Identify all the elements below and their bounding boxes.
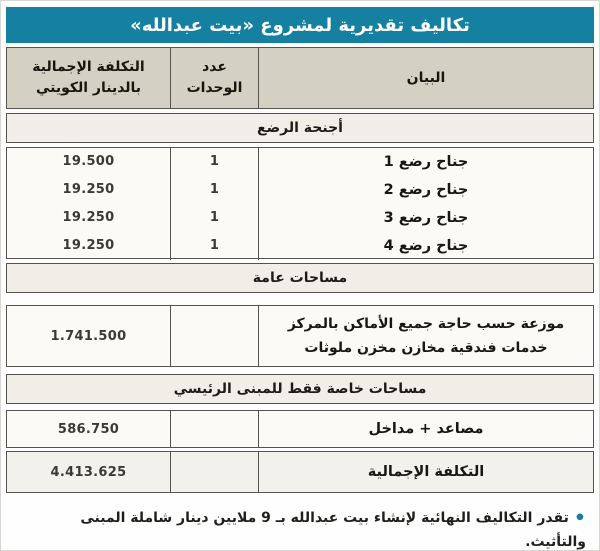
footnote [6,499,594,551]
elevators-units-empty [171,411,259,447]
elevators-entrances-row [6,410,594,448]
section-header-main-building [6,374,594,404]
cost-value: 586.750 [57,421,120,437]
header-description-label: البيان [406,69,446,86]
header-cell-description [259,48,593,108]
header-units-label-line2: الوحدات [186,80,243,96]
units-value: 1 [209,154,220,169]
cost-value: 19.500 [62,154,115,169]
grand-total-row [6,451,594,493]
section-title: مساحات عامة [252,270,348,286]
section-title: مساحات خاصة فقط للمبنى الرئيسي [173,381,427,397]
bullet-icon: • [573,507,586,529]
row-label: جناح رضع 2 [383,182,469,198]
infant-wings-units [171,148,259,260]
cost-value: 19.250 [62,238,115,253]
footnote-text: تقدر التكاليف النهائية لإنشاء بيت عبدالله بـ 9 ملايين دينار شاملة المبنى والتأثيث. [80,510,586,550]
elevators-cost [7,411,171,447]
cost-value: 19.250 [62,210,115,225]
general-areas-label [259,306,593,366]
cost-value: 4.413.625 [50,464,127,480]
header-cost-label-line2: بالدينار الكويتي [35,80,142,96]
elevators-label [259,411,593,447]
row-label-line2: خدمات فندقية مخازن مخزن ملوثات [304,340,548,356]
infant-wings-rows [6,147,594,259]
row-label: التكلفة الإجمالية [367,464,485,480]
section-title: أجنحة الرضع [257,120,343,136]
infant-wings-labels [259,148,593,260]
general-areas-cost [7,306,171,366]
general-areas-units-empty [171,306,259,366]
section-header-general-areas [6,263,594,293]
header-units-label-line1: عدد [202,59,227,75]
general-areas-row [6,305,594,367]
row-label: جناح رضع 4 [383,238,469,254]
header-cell-units [171,48,259,108]
page-title: تكاليف تقديرية لمشروع «بيت عبدالله» [130,14,470,36]
row-label: جناح رضع 1 [383,154,469,170]
section-header-infant-wings [6,113,594,143]
units-value: 1 [209,238,220,253]
table-header-row [6,47,594,109]
grand-total-cost [7,452,171,492]
grand-total-units-empty [171,452,259,492]
row-label-line1: موزعة حسب حاجة جميع الأماكن بالمركز [287,316,565,332]
header-cell-cost [7,48,171,108]
cost-value: 1.741.500 [50,328,127,344]
header-cost-label-line1: التكلفة الإجمالية [32,59,145,75]
infant-wings-costs [7,148,171,260]
row-label: جناح رضع 3 [383,210,469,226]
table-title-bar [6,7,594,43]
units-value: 1 [209,182,220,197]
row-label: مصاعد + مداخل [368,421,484,437]
grand-total-label [259,452,593,492]
cost-value: 19.250 [62,182,115,197]
units-value: 1 [209,210,220,225]
